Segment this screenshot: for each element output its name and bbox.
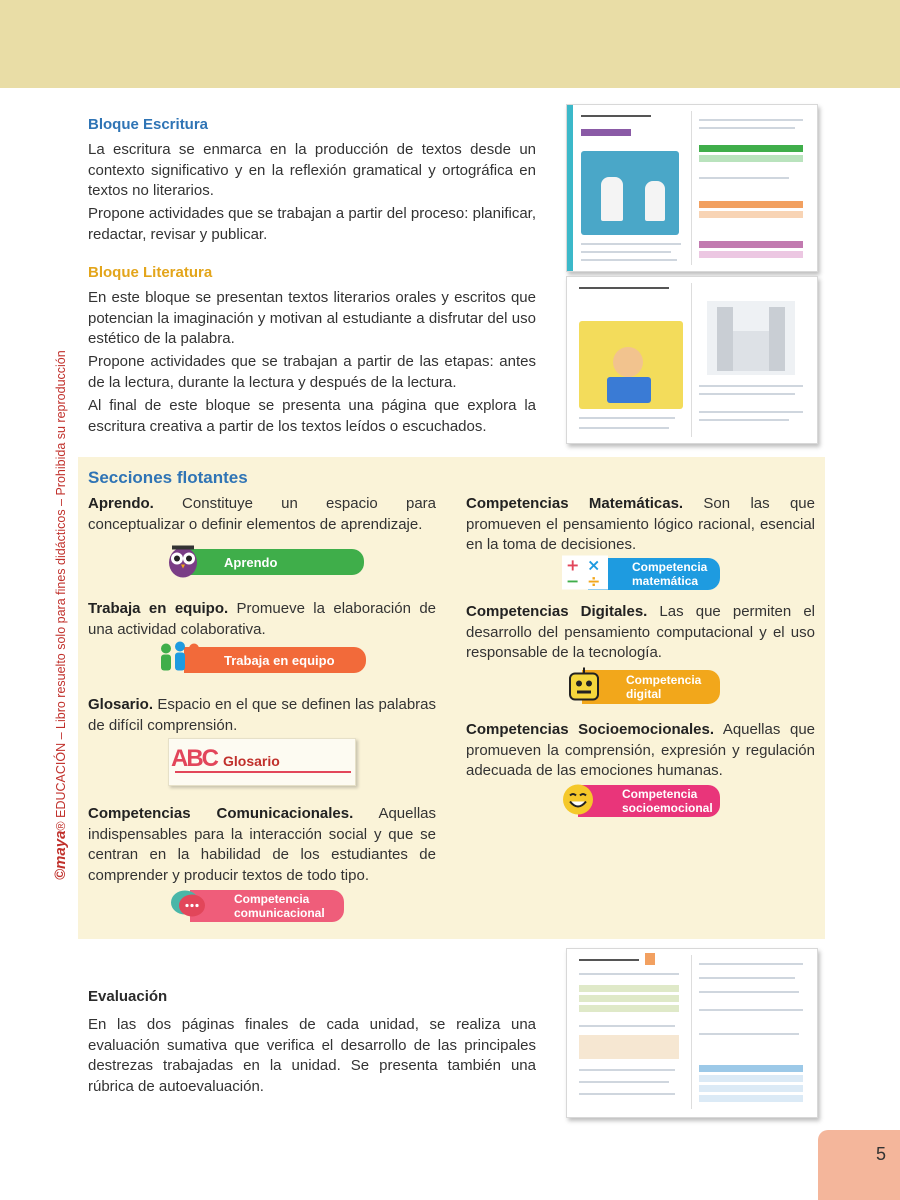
- svg-text:+: +: [566, 555, 580, 575]
- comunicacional-badge: Competencia comunicacional: [190, 890, 344, 922]
- svg-text:÷: ÷: [587, 571, 601, 590]
- smiley-icon: [560, 782, 596, 821]
- literatura-heading: Bloque Literatura: [88, 264, 213, 281]
- literatura-paragraph-2: Propone actividades que se trabajan a partir de las etapas: antes de la lectura, durante la lectura y después de la lectura.: [88, 353, 536, 391]
- escritura-heading: Bloque Escritura: [88, 116, 209, 133]
- glosario-description: Glosario. Espacio en el que se definen las palabras de difícil comprensión.: [88, 696, 436, 734]
- socioemocionales-description: Competencias Socioemocionales. Aquellas que promueven la comprensión, expresión y regulación adecuada de las emociones humanas.: [466, 721, 816, 779]
- page-number-tab: [818, 1130, 900, 1200]
- evaluacion-spread-thumbnail: [566, 948, 818, 1118]
- top-band: [0, 0, 900, 88]
- abc-icon: ABC: [171, 745, 217, 772]
- team-icon: [154, 641, 206, 680]
- copyright-vertical: [52, 350, 69, 880]
- literatura-paragraph-1: En este bloque se presentan textos literarios orales y escritos que potencian la imaginación y motivan al estudiante a disfrutar del uso estético de la palabra.: [88, 289, 536, 347]
- glosario-badge: ABC Glosario: [168, 738, 356, 786]
- page-number: 5: [875, 1144, 886, 1164]
- comunicacionales-description: Competencias Comunicacionales. Aquellas indispensables para la interacción social y que se centran en la habilidad de los estudiantes de comprender y producir textos de todo tipo.: [88, 805, 436, 884]
- equipo-description: Trabaja en equipo. Promueve la elaboración de una actividad colaborativa.: [88, 600, 437, 638]
- robot-icon: [564, 668, 604, 707]
- socioemocional-badge: Competencia socioemocional: [578, 785, 720, 817]
- escritura-spread-thumbnail: [566, 104, 818, 272]
- maya-logo: ©maya: [52, 830, 69, 880]
- aprendo-description: Aprendo. Constituye un espacio para conceptualizar o definir elementos de aprendizaje.: [88, 495, 436, 533]
- digitales-description: Competencias Digitales. Las que permiten el desarrollo del pensamiento computacional y el uso responsable de la tecnología.: [466, 603, 815, 661]
- digital-badge: Competencia digital: [582, 670, 720, 704]
- math-operators-icon: [562, 556, 608, 593]
- literatura-paragraph-3: Al final de este bloque se presenta una página que explora la escritura creativa a partir de los textos leídos o escuchados.: [88, 397, 536, 435]
- owl-icon: [164, 543, 202, 582]
- secciones-flotantes-heading: Secciones flotantes: [88, 468, 248, 487]
- copyright-text: ® EDUCACIÓN – Libro resuelto solo para fines didácticos – Prohibida su reproducción: [54, 350, 68, 831]
- equipo-badge: Trabaja en equipo: [184, 647, 366, 673]
- matematica-badge: + × − ÷ Competencia matemática: [588, 558, 720, 590]
- aprendo-badge: Aprendo: [184, 549, 364, 575]
- escritura-paragraph-2: Propone actividades que se trabajan a partir del proceso: planificar, redactar, revisar y publicar.: [88, 205, 536, 243]
- escritura-paragraph-1: La escritura se enmarca en la producción de textos desde un contexto significativo y en la reflexión gramatical y ortográfica en textos no literarios.: [88, 141, 536, 199]
- svg-text:−: −: [566, 571, 580, 590]
- literatura-spread-thumbnail: [566, 276, 818, 444]
- matematicas-description: Competencias Matemáticas. Son las que promueven el pensamiento lógico racional, esencial en la toma de decisiones.: [466, 495, 815, 553]
- evaluacion-paragraph: En las dos páginas finales de cada unidad, se realiza una evaluación sumativa que verifica el desarrollo de las principales destrezas trabajadas en la unidad. Se presenta también una rúbrica de autoevaluación.: [88, 1016, 536, 1095]
- svg-text:×: ×: [587, 555, 601, 575]
- speech-bubble-icon: [170, 888, 208, 925]
- evaluacion-heading: Evaluación: [88, 988, 168, 1005]
